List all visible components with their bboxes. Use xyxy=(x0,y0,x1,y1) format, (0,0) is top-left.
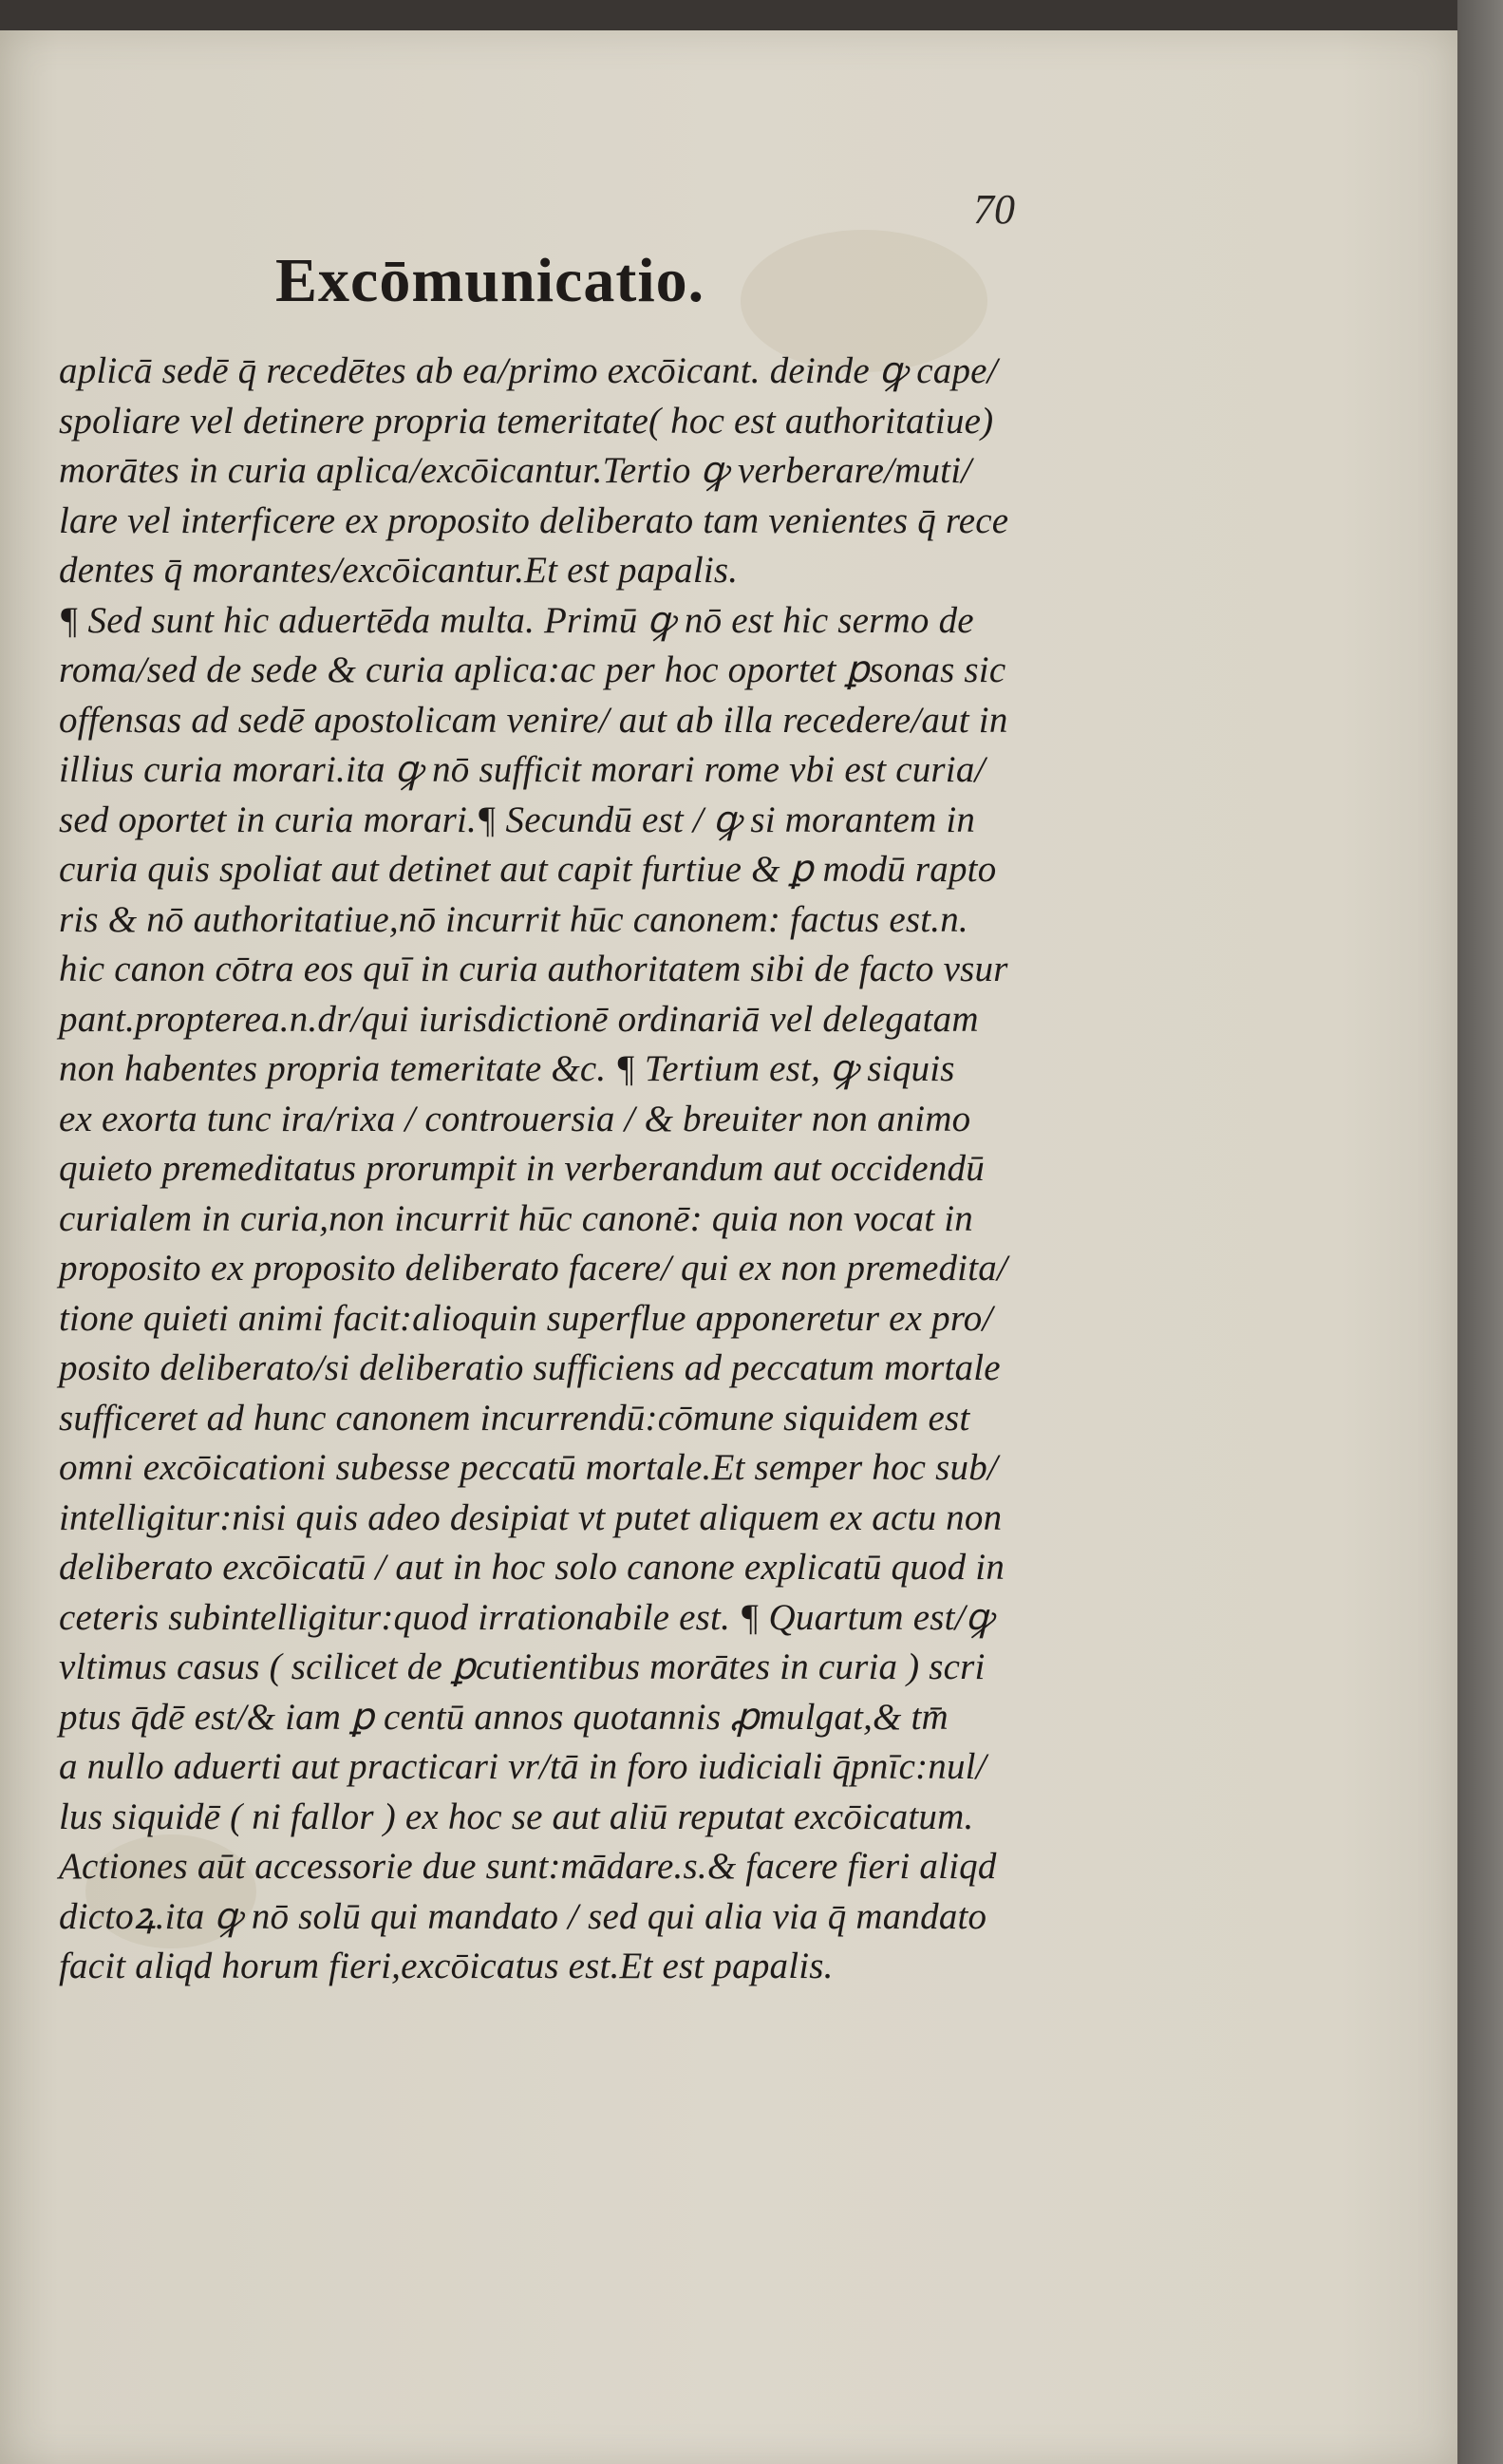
text-line: lare vel interficere ex proposito deliberato tam venientes q̄ rece xyxy=(59,499,1009,541)
text-line: dictoꝝ.ita ꝙ nō solū qui mandato / sed qui alia via q̄ mandato xyxy=(59,1895,987,1937)
body-text xyxy=(59,347,1065,1992)
text-line: ceteris subintelligitur:quod irrationabile est. ¶ Quartum est/ꝙ xyxy=(59,1596,994,1638)
text-line: offensas ad sedē apostolicam venire/ aut ab illa recedere/aut in xyxy=(59,699,1008,741)
text-line: ¶ Sed sunt hic aduertēda multa. Primū ꝙ nō est hic sermo de xyxy=(59,599,974,641)
text-line: aplicā sedē q̄ recedētes ab ea/primo excōicant. deinde ꝙ cape/ xyxy=(59,350,998,391)
text-line: sed oportet in curia morari.¶ Secundū est / ꝙ si morantem in xyxy=(59,799,976,840)
text-line: illius curia morari.ita ꝙ nō sufficit morari rome vbi est curia/ xyxy=(59,749,986,790)
text-line: curia quis spoliat aut detinet aut capit furtiue & ꝑ modū rapto xyxy=(59,849,997,890)
text-line: sufficeret ad hunc canonem incurrendū:cōmune siquidem est xyxy=(59,1397,970,1439)
text-line: tione quieti animi facit:alioquin superflue apponeretur ex pro/ xyxy=(59,1297,993,1339)
text-line: ptus q̄dē est/& iam ꝑ centū annos quotannis ꝓmulgat,& tm̄ xyxy=(59,1696,949,1738)
text-line: Actiones aūt accessorie due sunt:mādare.s.& facere fieri aliqd xyxy=(59,1846,997,1887)
scan-background-right xyxy=(1457,0,1503,2464)
folio-number: 70 xyxy=(973,186,1015,233)
text-line: lus siquidē ( ni fallor ) ex hoc se aut aliū reputat excōicatum. xyxy=(59,1796,974,1837)
text-line: facit aliqd horum fieri,excōicatus est.Et est papalis. xyxy=(59,1946,834,1986)
text-line: omni excōicationi subesse peccatū mortale.Et semper hoc sub/ xyxy=(59,1447,998,1488)
text-line: vltimus casus ( scilicet de ꝑcutientibus morātes in curia ) scri xyxy=(59,1646,986,1687)
text-line: posito deliberato/si deliberatio sufficiens ad peccatum mortale xyxy=(59,1347,1001,1388)
text-line: roma/sed de sede & curia aplica:ac per hoc oportet ꝑsonas sic xyxy=(59,649,1006,690)
text-line: curialem in curia,non incurrit hūc canonē: quia non vocat in xyxy=(59,1197,974,1239)
running-head: Excōmunicatio. xyxy=(275,246,705,315)
text-line: non habentes propria temeritate &c. ¶ Tertium est, ꝙ siquis xyxy=(59,1048,955,1089)
text-line: dentes q̄ morantes/excōicantur.Et est papalis. xyxy=(59,550,739,591)
text-line: ex exorta tunc ira/rixa / controuersia / & breuiter non animo xyxy=(59,1098,971,1139)
text-line: spoliare vel detinere propria temeritate( hoc est authoritatiue) xyxy=(59,400,994,442)
text-line: a nullo aduerti aut practicari vr/tā in foro iudiciali q̄pnīc:nul/ xyxy=(59,1746,986,1787)
text-line: ris & nō authoritatiue,nō incurrit hūc canonem: factus est.n. xyxy=(59,898,968,940)
text-line: morātes in curia aplica/excōicantur.Tertio ꝙ verberare/muti/ xyxy=(59,450,972,491)
text-line: deliberato excōicatū / aut in hoc solo canone explicatū quod in xyxy=(59,1547,1005,1588)
text-line: hic canon cōtra eos quī in curia authoritatem sibi de facto vsur xyxy=(59,949,1008,989)
text-line: quieto premeditatus prorumpit in verberandum aut occidendū xyxy=(59,1148,985,1189)
text-line: pant.propterea.n.dr/qui iurisdictionē ordinariā vel delegatam xyxy=(59,998,979,1040)
text-line: intelligitur:nisi quis adeo desipiat vt putet aliquem ex actu non xyxy=(59,1496,1003,1538)
text-line: proposito ex proposito deliberato facere/ qui ex non premedita/ xyxy=(59,1248,1007,1288)
